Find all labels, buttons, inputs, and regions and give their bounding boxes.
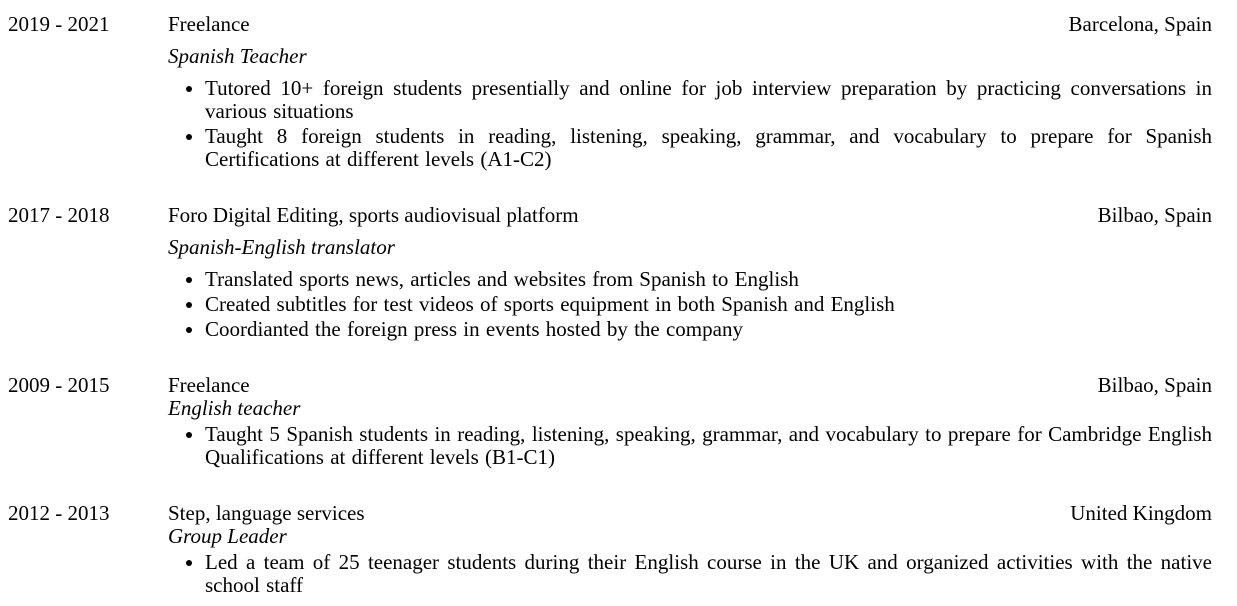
entry-dates: 2009 - 2015 — [8, 373, 110, 397]
entry-header — [168, 13, 1212, 36]
entry-dates: 2017 - 2018 — [8, 203, 110, 227]
entry-dates: 2012 - 2013 — [8, 501, 110, 525]
entry-header — [168, 374, 1212, 397]
entry-header — [168, 502, 1212, 525]
entry-role: Spanish Teacher — [168, 44, 307, 68]
bullet-item: • Tutored 10+ foreign students presentially and online for job interview preparation by practicing conversations in various situations — [205, 77, 1212, 123]
entry-role: Spanish-English translator — [168, 235, 395, 259]
entry-header — [168, 204, 1212, 227]
entry-bullets — [168, 551, 1212, 597]
experience-entry — [8, 502, 1212, 599]
experience-list — [8, 13, 1212, 599]
entry-body — [168, 204, 1212, 343]
experience-entry — [8, 13, 1212, 173]
entry-bullets — [168, 77, 1212, 171]
experience-entry — [8, 374, 1212, 471]
entry-location: Bilbao, Spain — [1097, 203, 1212, 227]
entry-role: English teacher — [168, 396, 301, 420]
experience-entry — [8, 204, 1212, 343]
entry-body — [168, 374, 1212, 471]
entry-company: Freelance — [168, 12, 250, 36]
bullet-item: • Created subtitles for test videos of sports equipment in both Spanish and English — [205, 293, 1212, 316]
entry-company: Foro Digital Editing, sports audiovisual platform — [168, 203, 579, 227]
entry-bullets — [168, 423, 1212, 469]
entry-role: Group Leader — [168, 524, 287, 548]
entry-body — [168, 13, 1212, 173]
bullet-item: • Coordianted the foreign press in events hosted by the company — [205, 318, 1212, 341]
bullet-item: • Taught 8 foreign students in reading, listening, speaking, grammar, and vocabulary to prepare for Spanish Certifications at different levels (A1-C2) — [205, 125, 1212, 171]
bullet-item: • Taught 5 Spanish students in reading, listening, speaking, grammar, and vocabulary to prepare for Cambridge English Qualifications at different levels (B1-C1) — [205, 423, 1212, 469]
entry-location: Barcelona, Spain — [1068, 12, 1212, 36]
entry-company: Step, language services — [168, 501, 365, 525]
entry-bullets — [168, 268, 1212, 341]
bullet-item: • Translated sports news, articles and websites from Spanish to English — [205, 268, 1212, 291]
entry-body — [168, 502, 1212, 599]
entry-location: Bilbao, Spain — [1097, 373, 1212, 397]
entry-dates: 2019 - 2021 — [8, 12, 110, 36]
bullet-item: • Led a team of 25 teenager students during their English course in the UK and organized activities with the native school staff — [205, 551, 1212, 597]
entry-company: Freelance — [168, 373, 250, 397]
entry-location: United Kingdom — [1070, 501, 1212, 525]
